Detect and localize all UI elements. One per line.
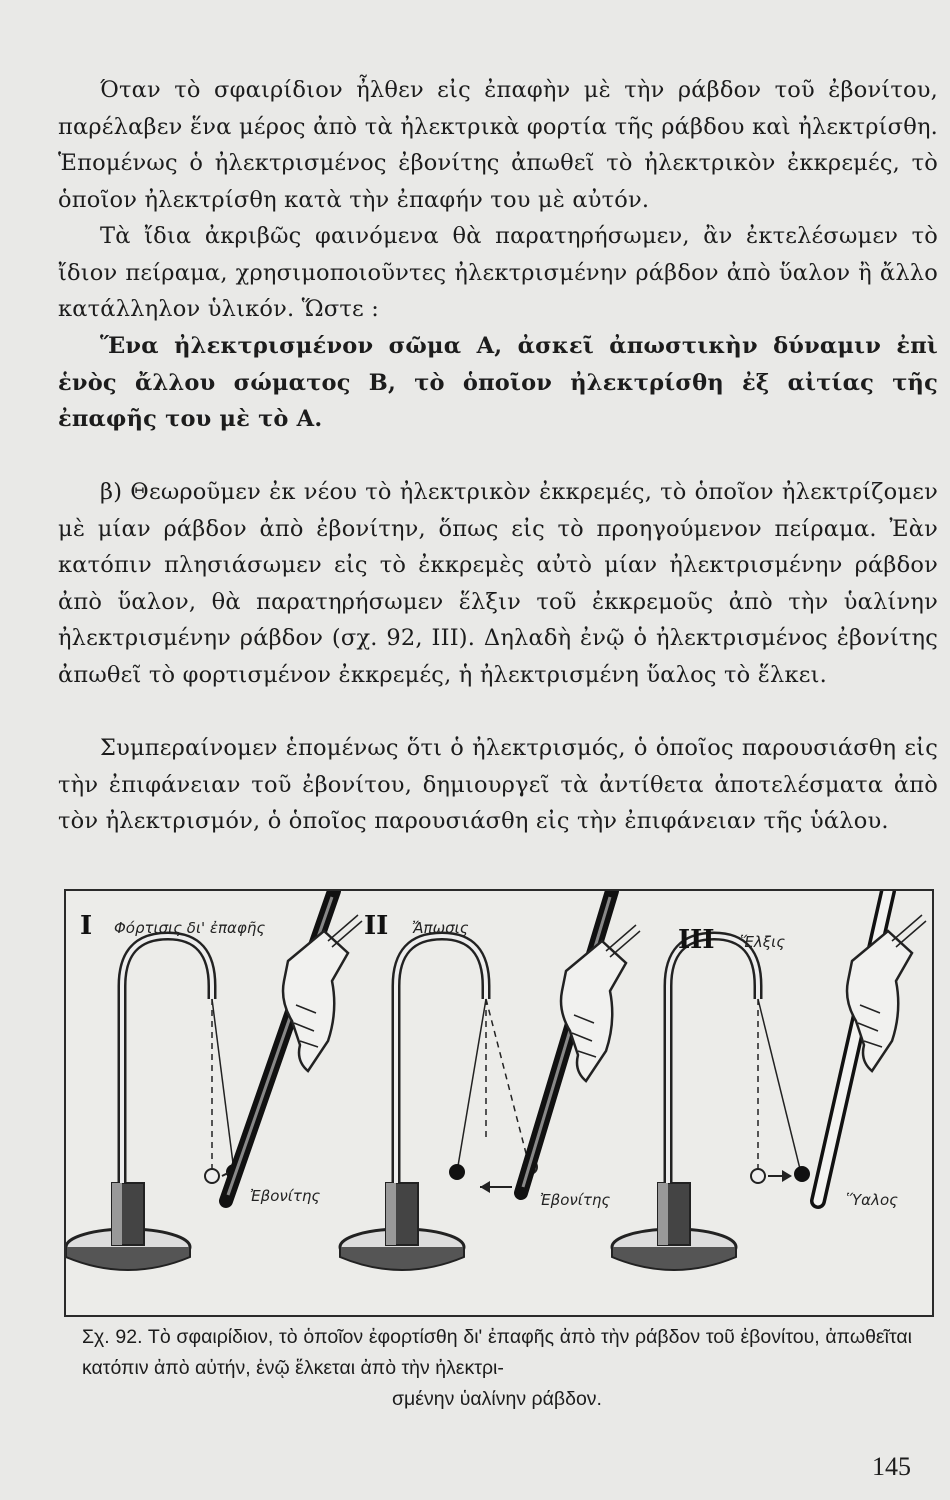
panel-2-title: Ἄπωσις	[412, 919, 469, 937]
paragraph-2: Τὰ ἴδια ἀκριβῶς φαινόμενα θὰ παρατηρήσωμεν, ἂν ἐκτελέσωμεν τὸ ἴδιον πείραμα, χρησιμοποιοῦντες ἠλεκτρισμένην ράβδον ἀπὸ ὕαλον ἢ ἄλλο κατάλληλον ὑλικόν. Ὥστε :	[58, 223, 938, 322]
panel-2-stand	[340, 936, 537, 1270]
paragraph-3-bold-statement: Ἕνα ἠλεκτρισμένον σῶμα Α, ἀσκεῖ ἀπωστικὴν δύναμιν ἐπὶ ἑνὸς ἄλλου σώματος Β, τὸ ὁποῖον ἠλεκτρίσθη ἐξ αἰτίας τῆς ἐπαφῆς του μὲ τὸ Α.	[58, 333, 938, 432]
paragraph-5: Συμπεραίνομεν ἑπομένως ὅτι ὁ ἠλεκτρισμός, ὁ ὁποῖος παρουσιάσθη εἰς τὴν ἐπιφάνειαν τοῦ ἐβονίτου, δημιουργεῖ τὰ ἀντίθετα ἀποτελέσματα ἀπὸ τὸν ἠλεκτρισμόν, ὁ ὁποῖος παρουσιάσθη εἰς τὴν ἐπιφάνειαν τῆς ὑάλου.	[58, 735, 938, 834]
figure-caption: Σχ. 92. Τὸ σφαιρίδιον, τὸ ὁποῖον ἐφορτίσθη δι' ἐπαφῆς ἀπὸ τὴν ράβδον τοῦ ἐβονίτου, ἀπωθεῖται κατόπιν ἀπὸ αὐτήν, ἐνῷ ἕλκεται ἀπὸ τὴν ἠλεκτρι-	[82, 1326, 912, 1379]
paragraph-1: Όταν τὸ σφαιρίδιον ἦλθεν εἰς ἐπαφὴν μὲ τὴν ράβδον τοῦ ἐβονίτου, παρέλαβεν ἕνα μέρος ἀπὸ τὰ ἠλεκτρικὰ φορτία τῆς ράβδου καὶ ἠλεκτρίσθη. Ἑπομένως ὁ ἠλεκτρισμένος ἐβονίτης ἀπωθεῖ τὸ ἠλεκτρικὸν ἐκκρεμές, τὸ ὁποῖον ἠλεκτρίσθη κατὰ τὴν ἐπαφήν του μὲ αὐτόν.	[58, 77, 938, 213]
panel-3-numeral: III	[678, 925, 715, 955]
figure-illustration	[66, 891, 932, 1315]
panel-1-stand	[66, 936, 242, 1270]
panel-2-rod-label: Ἐβονίτης	[540, 1191, 611, 1209]
figure-92	[64, 889, 934, 1317]
panel-3-title: Ἕλξις	[740, 933, 786, 951]
panel-2-rod	[521, 891, 640, 1193]
paragraph-4: β) Θεωροῦμεν ἐκ νέου τὸ ἠλεκτρικὸν ἐκκρεμές, τὸ ὁποῖον ἠλεκτρίζομεν μὲ μίαν ράβδον ἀπὸ ἐβονίτην, ὅπως εἰς τὸ προηγούμενον πείραμα. Ἐὰν κατόπιν πλησιάσωμεν εἰς τὸ ἐκκρεμὲς αὐτὸ μίαν ἠλεκτρισμένην ράβδον ἀπὸ ὕαλον, θὰ παρατηρήσωμεν ἕλξιν τοῦ ἐκκρεμοῦς ἀπὸ τὴν ὑαλίνην ἠλεκτρισμένην ράβδον (σχ. 92, III). Δηλαδὴ ἐνῷ ὁ ἠλεκτρισμένος ἐβονίτης ἀπωθεῖ τὸ φορτισμένον ἐκκρεμές, ἡ ἠλεκτρισμένη ὕαλος τὸ ἕλκει.	[58, 479, 938, 688]
page-number: 145	[872, 1452, 911, 1481]
panel-3-stand	[612, 936, 810, 1270]
panel-1-rod-label: Ἐβονίτης	[250, 1187, 321, 1205]
panel-1-title: Φόρτισις δι' ἐπαφῆς	[114, 919, 266, 937]
panel-1-numeral: I	[80, 911, 93, 941]
panel-3-rod-label: Ὕαλος	[846, 1191, 898, 1209]
panel-2-numeral: II	[364, 911, 389, 941]
panel-3-rod	[818, 891, 926, 1201]
figure-caption-last-line: σμένην ὑαλίνην ράβδον.	[392, 1388, 602, 1410]
panel-1-rod	[226, 891, 362, 1201]
